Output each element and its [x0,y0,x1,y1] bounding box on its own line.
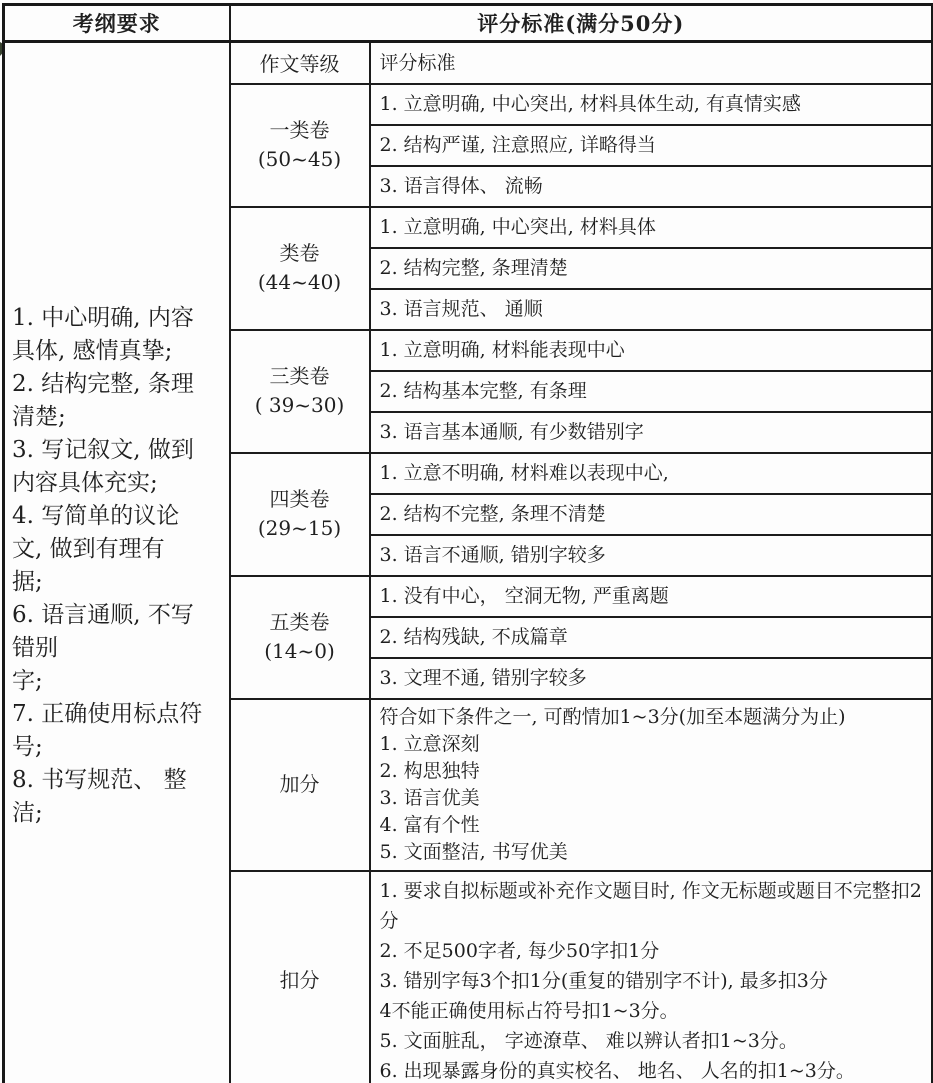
requirement-line: 文, 做到有理有 [12,536,165,563]
criteria-cell: 2. 结构严谨, 注意照应, 详略得当 [370,125,933,166]
subheader-criteria-cell: 评分标准 [370,42,933,84]
grade-cell-tier2 [230,207,370,330]
bonus-line: 符合如下条件之一, 可酌情加1~3分(加至本题满分为止) [379,705,846,728]
deduction-line: 3. 错别字每3个扣1分(重复的错别字不计), 最多扣3分 [379,969,828,992]
requirements-block [12,302,227,830]
criteria-cell: 1. 立意明确, 中心突出, 材料具体生动, 有真情实感 [370,84,933,125]
syllabus-requirements-cell [4,42,230,1083]
header-rubric: 评分标准(满分50分) [230,5,933,42]
deduction-line: 4不能正确使用标占符号扣1~3分。 [379,999,679,1022]
grade-cell-tier5 [230,576,370,699]
subheader-grade-cell: 作文等级 [230,42,370,84]
header-syllabus: 考纲要求 [4,5,230,42]
bonus-criteria-cell [370,699,933,871]
criteria-cell: 1. 立意明确, 材料能表现中心 [370,330,933,371]
deduction-line: 5. 文面脏乱， 字迹潦草、 难以辨认者扣1~3分。 [379,1029,798,1052]
bonus-line: 5. 文面整洁, 书写优美 [379,840,568,863]
requirement-line: 6. 语言通顺, 不写 [12,602,194,629]
grade-name: 扣分 [279,968,320,992]
grade-name: 类卷 [279,241,320,265]
criteria-cell: 2. 结构基本完整, 有条理 [370,371,933,412]
deduction-line: 6. 出现暴露身份的真实校名、 地名、 人名的扣1~3分。 [379,1059,855,1082]
requirement-line: 4. 写简单的议论 [12,503,180,530]
criteria-cell: 3. 语言不通顺, 错别字较多 [370,535,933,576]
criteria-cell: 3. 语言得体、 流畅 [370,166,933,207]
grade-cell-tier4 [230,453,370,576]
requirement-line: 字; [12,668,43,695]
grade-range: (50~45) [257,147,342,171]
grading-rubric-table [2,3,933,1083]
grade-name: 四类卷 [269,487,330,511]
grade-cell-tier3 [230,330,370,453]
requirement-line: 据; [12,569,43,596]
requirement-line: 8. 书写规范、 整 [12,767,187,794]
criteria-cell: 3. 语言规范、 通顺 [370,289,933,330]
requirement-line: 1. 中心明确, 内容 [12,305,194,332]
bonus-line: 4. 富有个性 [379,813,480,836]
criteria-cell: 2. 结构不完整, 条理不清楚 [370,494,933,535]
grade-name: 加分 [279,772,320,796]
grade-cell-deduction [230,871,370,1083]
requirement-line: 内容具体充实; [12,470,158,497]
criteria-cell: 3. 语言基本通顺, 有少数错别字 [370,412,933,453]
bonus-line: 2. 构思独特 [379,759,480,782]
table-header-row [4,5,933,42]
requirement-line: 错别 [12,635,58,662]
criteria-cell: 2. 结构残缺, 不成篇章 [370,617,933,658]
criteria-cell: 2. 结构完整, 条理清楚 [370,248,933,289]
requirement-line: 7. 正确使用标点符 [12,701,203,728]
deduction-line: 2. 不足500字者, 每少50字扣1分 [379,939,660,962]
requirement-line: 3. 写记叙文, 做到 [12,437,194,464]
grade-cell-bonus [230,699,370,871]
subheader-row [4,42,933,84]
grade-range: (44~40) [257,270,342,294]
criteria-cell: 1. 立意明确, 中心突出, 材料具体 [370,207,933,248]
requirement-line: 2. 结构完整, 条理 [12,371,194,398]
deduction-criteria-cell [370,871,933,1083]
bonus-line: 1. 立意深刻 [379,732,480,755]
grade-range: (14~0) [264,639,335,663]
grade-name: 一类卷 [269,118,330,142]
deduction-line: 1. 要求自拟标题或补充作文题目时, 作文无标题或题目不完整扣2分 [379,879,922,932]
criteria-cell: 1. 立意不明确, 材料难以表现中心, [370,453,933,494]
criteria-cell: 1. 没有中心， 空洞无物, 严重离题 [370,576,933,617]
grade-range: ( 39~30) [254,393,345,417]
grade-name: 五类卷 [269,610,330,634]
grade-range: (29~15) [257,516,342,540]
requirement-line: 清楚; [12,404,66,431]
requirement-line: 具体, 感情真挚; [12,338,173,365]
bonus-line: 3. 语言优美 [379,786,480,809]
grade-cell-tier1 [230,84,370,207]
requirement-line: 号; [12,734,43,761]
grade-name: 三类卷 [269,364,330,388]
criteria-cell: 3. 文理不通, 错别字较多 [370,658,933,699]
requirement-line: 洁; [12,800,43,827]
